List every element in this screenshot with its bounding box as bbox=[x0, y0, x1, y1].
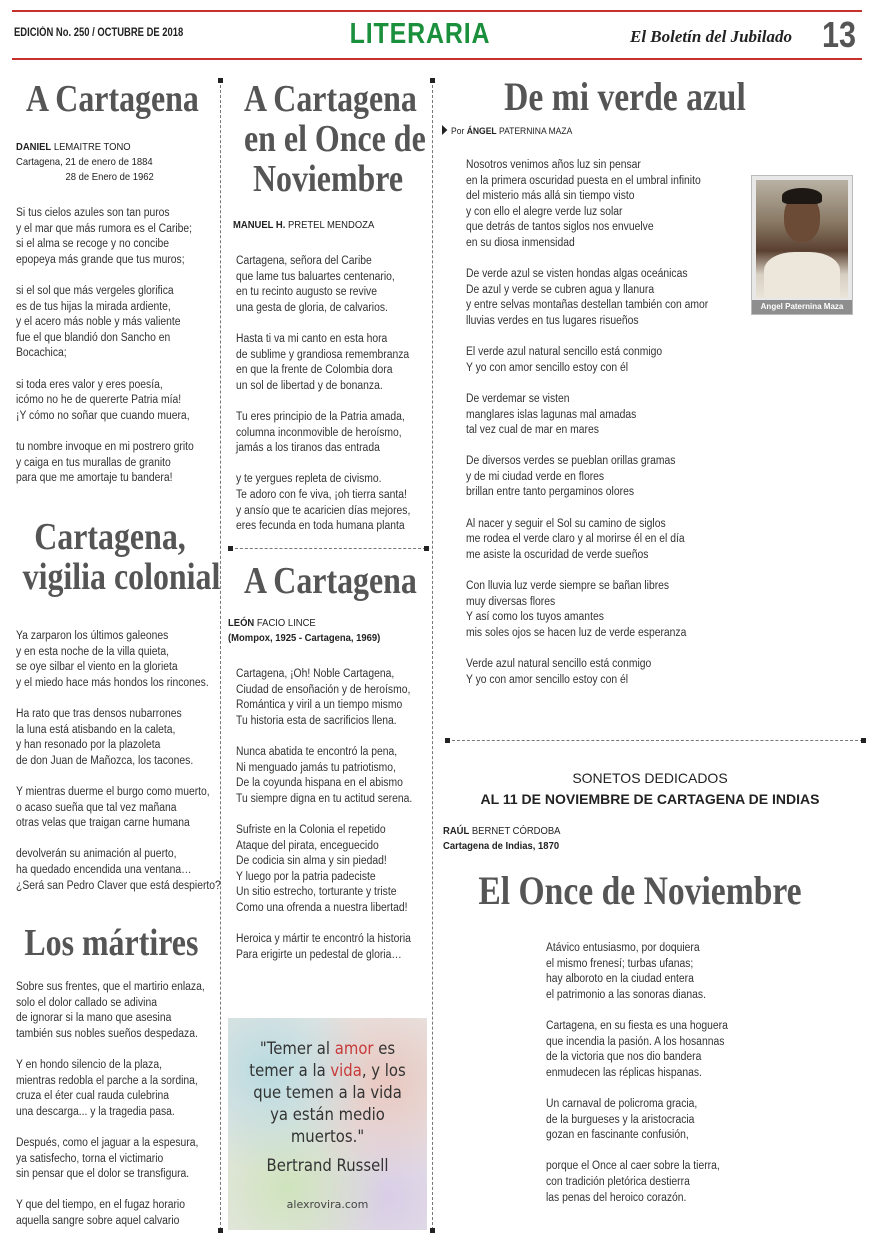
poem-title: A Cartagena bbox=[26, 78, 199, 120]
poem-line: gozan en fascinante confusión, bbox=[546, 1129, 689, 1142]
poem-line: Hasta ti va mi canto en esta hora bbox=[236, 332, 388, 345]
poem-line: y el acero más noble y más valiente bbox=[16, 316, 181, 329]
poem-line: Ha rato que tras densos nubarrones bbox=[16, 707, 182, 720]
divider-dot bbox=[430, 78, 435, 83]
poem-line: devolverán su animación al puerto, bbox=[16, 848, 177, 861]
poem-line: Verde azul natural sencillo está conmigo bbox=[466, 658, 652, 670]
edition-date: OCTUBRE DE 2018 bbox=[97, 27, 184, 39]
header-bottom-rule bbox=[12, 58, 862, 60]
divider-dot bbox=[218, 78, 223, 83]
poem-stanza bbox=[466, 345, 708, 376]
poem-line: Ciudad de ensoñación y de heroísmo, bbox=[236, 683, 411, 696]
divider-dot bbox=[228, 546, 233, 551]
poem-line: para que me amortaje tu bandera! bbox=[16, 472, 173, 485]
poem-line: Cartagena, ¡Oh! Noble Cartagena, bbox=[236, 668, 395, 680]
poem-place: Cartagena de Indias, 1870 bbox=[443, 840, 560, 852]
poem-line: y ansío que te acaricien días mejores, bbox=[236, 504, 411, 517]
poem-line: que detrás de tantos siglos nos envuelve bbox=[466, 221, 654, 234]
poem-stanza bbox=[236, 667, 412, 729]
poem-line: una gesta de gloria, de calvarios. bbox=[236, 301, 388, 314]
poem-line: y en esta noche de la villa quieta, bbox=[16, 645, 170, 658]
poem-line: De codicia sin alma y sin piedad! bbox=[236, 855, 387, 868]
quote-author: Bertrand Russell bbox=[266, 1156, 389, 1175]
poem-line: sin pensar que el dolor se transfigura. bbox=[16, 1168, 190, 1181]
poem-line: Con lluvia luz verde siempre se bañan libres bbox=[466, 580, 670, 593]
poem-line: jamás a los tiranos das entrada bbox=[236, 442, 380, 455]
poem-line: Para erigirte un pedestal de gloria… bbox=[236, 948, 402, 961]
poem-title: De mi verde azul bbox=[504, 74, 746, 119]
poem-stanza bbox=[16, 785, 221, 832]
poem-line: Nosotros venimos años luz sin pensar bbox=[466, 159, 641, 171]
poem-line: enmudecen las réplicas hispanas. bbox=[546, 1066, 702, 1079]
poem-stanza bbox=[236, 410, 410, 457]
poem-line: muy diversas flores bbox=[466, 595, 556, 608]
poem-line: si el alma se recoge y no concibe bbox=[16, 238, 170, 251]
poem-line: Cartagena, en su fiesta es una hoguera bbox=[546, 1019, 728, 1032]
poem-body bbox=[16, 629, 221, 910]
poem-line: De la coyunda hispana en el abismo bbox=[236, 777, 403, 790]
divider-dot bbox=[430, 1228, 435, 1233]
poem-stanza bbox=[16, 980, 205, 1042]
divider-dot bbox=[424, 546, 429, 551]
poem-line: y de mi ciudad verde en flores bbox=[466, 470, 605, 483]
author-photo bbox=[751, 175, 853, 315]
poem-line: mis soles ojos se hacen luz de verde esperanza bbox=[466, 626, 687, 639]
poem-body bbox=[236, 667, 412, 979]
poem-line: tu nombre invoque en mi postrero grito bbox=[16, 440, 194, 453]
poem-line: o acaso sueña que tal vez mañana bbox=[16, 801, 177, 814]
poem-stanza bbox=[236, 823, 412, 917]
poem-stanza bbox=[16, 1058, 205, 1120]
poem-line: de don Juan de Mañozca, los tacones. bbox=[16, 754, 194, 767]
poem-line: de ignorar si la mano que asesina bbox=[16, 1012, 172, 1025]
poem-line: Bocachica; bbox=[16, 347, 67, 360]
poem-stanza bbox=[16, 707, 221, 769]
poem-stanza bbox=[236, 332, 410, 394]
poem-body bbox=[546, 941, 728, 1222]
poem-title: El Once de Noviembre bbox=[478, 868, 802, 913]
poem-stanza bbox=[466, 517, 708, 564]
poem-stanza bbox=[466, 267, 708, 329]
poem-line: Tu siempre digna en tu actitud serena. bbox=[236, 792, 413, 805]
poem-line: De verde azul se visten hondas algas oceánicas bbox=[466, 268, 688, 281]
poem-line: y te yergues repleta de civismo. bbox=[236, 473, 382, 486]
poem-line: mientras redobla el parche a la sordina, bbox=[16, 1074, 198, 1087]
poem-line: Un carnaval de policroma gracia, bbox=[546, 1097, 698, 1110]
poem-line: Un sitio estrecho, torturante y triste bbox=[236, 886, 397, 899]
poem-stanza bbox=[16, 284, 194, 362]
poem-line: manglares islas lagunas mal amadas bbox=[466, 408, 637, 421]
quote-source: alexrovira.com bbox=[286, 1198, 369, 1211]
poem-line: ha quedado encendida una ventana… bbox=[16, 863, 192, 876]
poem-line: Ataque del pirata, enceguecido bbox=[236, 839, 379, 852]
poem-line: si el sol que más vergeles glorifica bbox=[16, 284, 174, 297]
poem-line: me rodea el verde claro y al morirse él en el día bbox=[466, 533, 685, 546]
poem-title: Cartagena, vigilia colonial bbox=[22, 516, 221, 598]
poem-line: y entre selvas montañas destellan también con amor bbox=[466, 299, 709, 312]
poem-stanza bbox=[546, 941, 728, 1003]
poem-line: hay alboroto en la ciudad entera bbox=[546, 973, 694, 986]
poem-line: Como una ofrenda a nuestra libertad! bbox=[236, 901, 408, 914]
poem-stanza bbox=[236, 472, 410, 534]
col3-separator bbox=[447, 740, 863, 741]
poem-line: si toda eres valor y eres poesía, bbox=[16, 378, 163, 391]
poem-stanza bbox=[16, 206, 194, 268]
poem-line: ¿Será san Pedro Claver que está despierto? bbox=[16, 879, 221, 892]
poem-line: Heroica y mártir te encontró la historia bbox=[236, 933, 411, 946]
poem-line: un sol de libertad y de bonanza. bbox=[236, 379, 383, 392]
poem-byline: DANIEL LEMAITRE TONO Cartagena, 21 de enero de 1884 28 de Enero de 1962 bbox=[16, 141, 154, 183]
poem-line: en que la frente de Colombia dora bbox=[236, 364, 393, 377]
poem-line: y con ello el alegre verde luz solar bbox=[466, 205, 623, 218]
poem-line: Cartagena, señora del Caribe bbox=[236, 255, 372, 267]
poem-line: la luna está atisbando en la caleta, bbox=[16, 723, 176, 736]
poem-stanza bbox=[466, 158, 708, 252]
poem-line: porque el Once al caer sobre la tierra, bbox=[546, 1160, 720, 1173]
page-number: 13 bbox=[822, 14, 857, 55]
poem-line: El verde azul natural sencillo está conmigo bbox=[466, 346, 663, 359]
poem-line: Atávico entusiasmo, por doquiera bbox=[546, 942, 700, 954]
poem-line: epopeya más grande que tus muros; bbox=[16, 253, 185, 266]
divider-dot bbox=[218, 1228, 223, 1233]
poem-line: el mismo frenesí; turbas ufanas; bbox=[546, 957, 694, 970]
poem-line: Sufriste en la Colonia el repetido bbox=[236, 823, 386, 836]
poem-line: Te adoro con fe viva, ¡oh tierra santa! bbox=[236, 488, 407, 501]
poem-line: del misterio más allá sin tiempo visto bbox=[466, 190, 635, 203]
poem-stanza bbox=[546, 1097, 728, 1144]
author-birth: Cartagena, 21 de enero de 1884 bbox=[16, 156, 153, 168]
divider-dot bbox=[861, 738, 866, 743]
poem-line: que incendia la pasión. A los hosannas bbox=[546, 1035, 725, 1048]
poem-line: Romántica y viril a un tiempo mismo bbox=[236, 699, 403, 712]
poem-line: aquella sangre sobre aquel calvario bbox=[16, 1214, 180, 1227]
poem-stanza bbox=[16, 378, 194, 425]
poem-stanza bbox=[466, 579, 708, 641]
poem-title: A Cartagena bbox=[244, 560, 417, 602]
poem-stanza bbox=[236, 932, 412, 963]
poem-line: es de tus hijas la mirada ardiente, bbox=[16, 300, 171, 313]
poem-line: con tradición pletórica destierra bbox=[546, 1175, 690, 1188]
poem-stanza bbox=[466, 392, 708, 439]
poem-line: en la primera oscuridad puesta en el umbral infinito bbox=[466, 174, 701, 187]
poem-stanza bbox=[236, 745, 412, 807]
sonnets-subheading: AL 11 DE NOVIEMBRE DE CARTAGENA DE INDIAS bbox=[480, 791, 820, 807]
byline-arrow-icon bbox=[442, 125, 447, 135]
poem-line: columna inconmovible de heroísmo, bbox=[236, 426, 402, 439]
poem-line: cruza el éter cual rauda culebrina bbox=[16, 1090, 170, 1103]
quote-text: "Temer al amor es temer a la vida, y los que temen a la vida ya están medio muertos." bbox=[249, 1039, 406, 1146]
poem-line: Sobre sus frentes, que el martirio enlaza, bbox=[16, 981, 205, 993]
poem-line: lluvias verdes en tus lugares risueños bbox=[466, 314, 639, 327]
poem-line: de sublime y grandiosa remembranza bbox=[236, 348, 410, 361]
poem-line: de la victoria que nos dio bandera bbox=[546, 1051, 702, 1064]
poem-line: el patrimonio a las sonoras dianas. bbox=[546, 988, 706, 1001]
poem-line: otras velas que traigan carne humana bbox=[16, 817, 190, 830]
publication-name: El Boletín del Jubilado bbox=[630, 27, 792, 46]
poem-line: y caiga en tus murallas de granito bbox=[16, 456, 171, 469]
poem-line: de la burgueses y la aristocracia bbox=[546, 1113, 695, 1126]
poem-stanza bbox=[236, 254, 410, 316]
poem-line: fue el que blandió don Sancho en bbox=[16, 331, 171, 344]
edition-number: No. 250 bbox=[55, 27, 90, 39]
poem-line: Al nacer y seguir el Sol su camino de siglos bbox=[466, 517, 666, 530]
poem-line: en su diosa inmensidad bbox=[466, 236, 575, 249]
poem-byline: RAÚL BERNET CÓRDOBA Cartagena de Indias, 1870 bbox=[443, 825, 561, 852]
poem-line: De diversos verdes se pueblan orillas gramas bbox=[466, 455, 676, 468]
poem-stanza bbox=[16, 629, 221, 691]
poem-body bbox=[466, 158, 708, 704]
poem-line: y el miedo hace más hondos los rincones. bbox=[16, 676, 209, 689]
poem-line: ya satisfecho, torna el victimario bbox=[16, 1152, 164, 1165]
poem-line: las penas del heroico corazón. bbox=[546, 1191, 687, 1204]
poem-byline: MANUEL H. PRETEL MENDOZA bbox=[233, 219, 375, 231]
poem-body bbox=[16, 206, 194, 502]
poem-line: en tu recinto augusto se revive bbox=[236, 286, 377, 299]
author-death: 28 de Enero de 1962 bbox=[65, 171, 154, 183]
poem-line: tal vez cual de mar en mares bbox=[466, 424, 599, 437]
author-dates: (Mompox, 1925 - Cartagena, 1969) bbox=[228, 632, 381, 644]
photo-caption: Angel Paternina Maza bbox=[752, 300, 852, 314]
poem-line: me asiste la oscuridad de verde sueños bbox=[466, 548, 649, 561]
poem-line: y el mar que más rumora es el Caribe; bbox=[16, 222, 193, 235]
poem-line: icómo no he de quererte Patria mía! bbox=[16, 394, 182, 407]
portrait bbox=[756, 180, 848, 298]
edition-label: EDICIÓN bbox=[14, 27, 54, 39]
poem-line: Y así como los tuyos amantes bbox=[466, 611, 604, 624]
poem-line: Ni menguado jamás tu patriotismo, bbox=[236, 761, 396, 774]
divider-dot bbox=[445, 738, 450, 743]
section-title: LITERARIA bbox=[349, 18, 491, 50]
poem-line: también sus nobles sueños despedaza. bbox=[16, 1027, 198, 1040]
sonnets-heading: SONETOS DEDICADOS bbox=[572, 770, 728, 786]
poem-line: Nunca abatida te encontró la pena, bbox=[236, 745, 398, 758]
poem-line: Y yo con amor sencillo estoy con él bbox=[466, 361, 629, 374]
poem-stanza bbox=[466, 657, 708, 688]
poem-line: Ya zarparon los últimos galeones bbox=[16, 630, 169, 642]
poem-line: solo el dolor callado se adivina bbox=[16, 996, 157, 1009]
poem-title: Los mártires bbox=[24, 922, 199, 964]
poem-line: Y en hondo silencio de la plaza, bbox=[16, 1058, 162, 1071]
poem-line: eres fecunda en toda humana planta bbox=[236, 520, 405, 533]
poem-line: Y que del tiempo, en el fugaz horario bbox=[16, 1199, 185, 1212]
poem-byline: Por ÁNGEL PATERNINA MAZA bbox=[442, 124, 572, 139]
poem-line: Y luego por la patria padeciste bbox=[236, 870, 376, 883]
poem-line: una descarga... y la tragedia pasa. bbox=[16, 1105, 175, 1118]
quote-image bbox=[228, 1018, 427, 1230]
poem-line: Y mientras duerme el burgo como muerto, bbox=[16, 785, 210, 798]
poem-line: De verdemar se visten bbox=[466, 392, 570, 405]
poem-stanza bbox=[16, 440, 194, 487]
poem-line: Y yo con amor sencillo estoy con él bbox=[466, 673, 629, 686]
poem-line: Tu eres principio de la Patria amada, bbox=[236, 410, 405, 423]
poem-line: brillan entre tanto pergaminos olores bbox=[466, 486, 635, 499]
edition-info: EDICIÓN No. 250 / OCTUBRE DE 2018 bbox=[14, 27, 184, 39]
poem-byline: LEÓN FACIO LINCE (Mompox, 1925 - Cartagena, 1969) bbox=[228, 617, 381, 644]
poem-line: se oye silbar el viento en la glorieta bbox=[16, 661, 178, 674]
poem-stanza bbox=[16, 1198, 205, 1229]
poem-title: A Cartagena en el Once de Noviembre bbox=[244, 78, 426, 200]
poem-line: que lame tus baluartes centenario, bbox=[236, 270, 395, 283]
poem-line: ¡Y cómo no soñar que cuando muera, bbox=[16, 409, 190, 422]
poem-line: Tu historia esta de sacrificios llena. bbox=[236, 714, 397, 727]
poem-body bbox=[236, 254, 410, 550]
column-divider-2 bbox=[432, 80, 433, 1230]
header-top-rule bbox=[12, 10, 862, 12]
poem-line: De azul y verde se cubren agua y llanura bbox=[466, 283, 655, 296]
poem-stanza bbox=[466, 454, 708, 501]
poem-line: Si tus cielos azules son tan puros bbox=[16, 207, 170, 219]
poem-stanza bbox=[16, 1136, 205, 1183]
poem-stanza bbox=[546, 1159, 728, 1206]
poem-stanza bbox=[16, 847, 221, 894]
poem-line: y han resonado por la plazoleta bbox=[16, 739, 161, 752]
poem-line: Después, como el jaguar a la espesura, bbox=[16, 1136, 199, 1149]
poem-stanza bbox=[546, 1019, 728, 1081]
poem-body bbox=[16, 980, 205, 1245]
